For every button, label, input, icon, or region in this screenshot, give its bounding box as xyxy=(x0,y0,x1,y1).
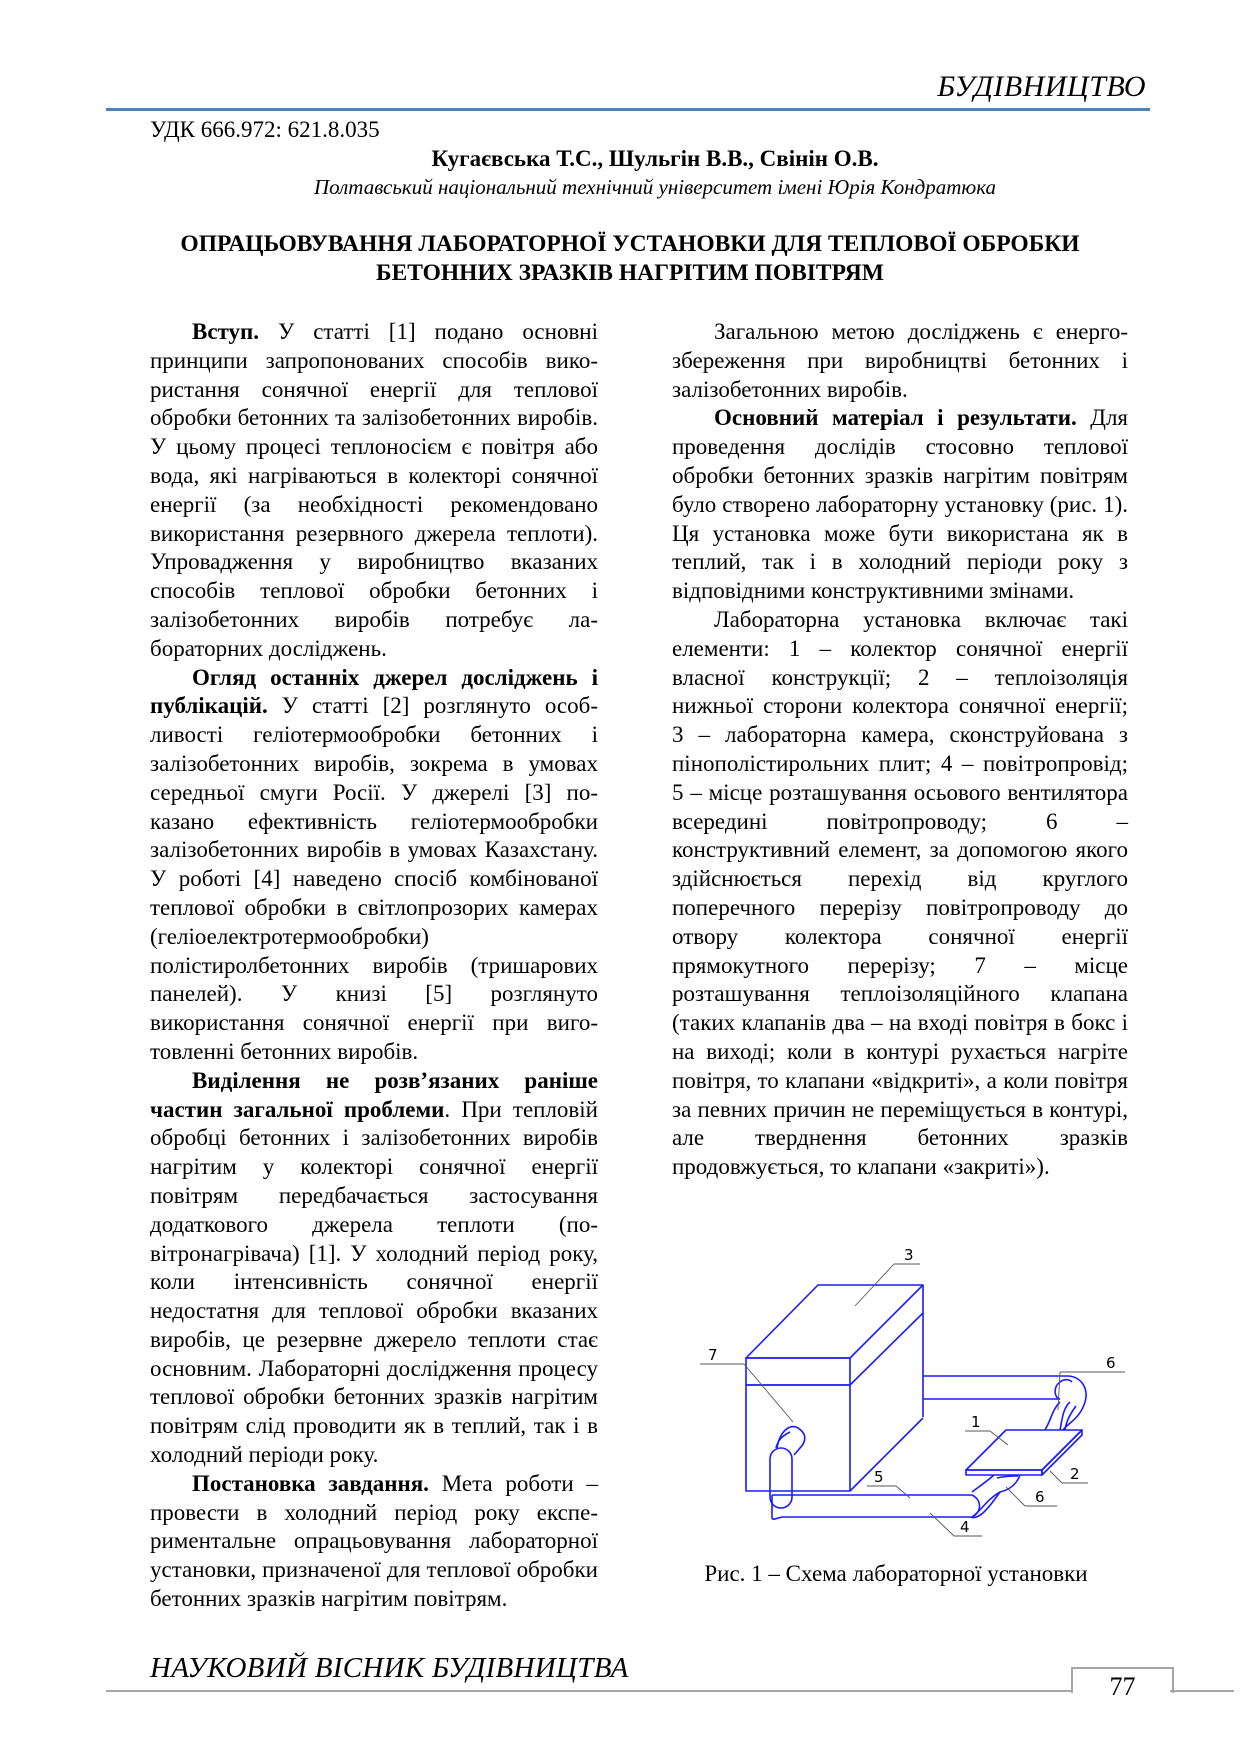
label-6-lower: 6 xyxy=(1035,1488,1045,1506)
heading-problem-statement: Постановка завдання. xyxy=(192,1470,429,1496)
chamber-box xyxy=(746,1285,923,1491)
paragraph-general-goal: Загальною метою досліджень є енергозбереження при виробництві бетонних і залізобетонних виробів. xyxy=(672,319,1128,402)
right-column xyxy=(672,318,1128,1182)
lower-duct xyxy=(772,1492,1000,1519)
figure-lab-setup-diagram xyxy=(660,1230,1140,1540)
solar-collector xyxy=(966,1430,1082,1475)
page-number: 77 xyxy=(1109,1672,1136,1701)
label-7: 7 xyxy=(708,1346,718,1364)
footer-rule-right xyxy=(1170,1690,1234,1692)
heading-introduction: Вступ. xyxy=(192,319,260,344)
heading-unsolved-problems: Виділення не розв’язаних раніше частин загальної проблеми xyxy=(150,1067,598,1122)
authors: Кугаєвська Т.С., Шульгін В.В., Свінін О.В. xyxy=(431,146,879,171)
label-5: 5 xyxy=(874,1468,884,1486)
header-rule xyxy=(106,108,1150,111)
footer-rule xyxy=(106,1690,1072,1692)
title-line-2: БЕТОННИХ ЗРАЗКІВ НАГРІТИМ ПОВІТРЯМ xyxy=(376,260,884,286)
lab-setup-schematic xyxy=(660,1230,1140,1540)
heading-main-material: Основний матеріал і результати. xyxy=(714,405,1077,431)
heading-literature-review: Огляд останніх джерел досліджень і публікацій. xyxy=(150,664,598,719)
paragraph-introduction: Вступ. У статті [1] подано основні принципи запропонованих способів використання сонячної енергії для теплової обробки бетонних та залізобетонних виробів. У цьому процесі теплоносієм є повітря або вода, які нагріваються в колекторі сонячної енергії (за необхідності рекомендовано використання резервного джерела теплоти). Упровадження у виробництво вказаних способів теплової обробки бетонних і залізобетонних виробів потребує лабораторних досліджень. xyxy=(150,319,598,661)
title-line-1: ОПРАЦЬОВУВАННЯ ЛАБОРАТОРНОЇ УСТАНОВКИ ДЛЯ ТЕПЛОВОЇ ОБРОБКИ xyxy=(180,231,1080,257)
figure-caption: Рис. 1 – Схема лабораторної установки xyxy=(704,1561,1088,1586)
label-2: 2 xyxy=(1070,1465,1080,1483)
label-6-upper: 6 xyxy=(1106,1354,1116,1372)
affiliation: Полтавський національний технічний університет імені Юрія Кондратюка xyxy=(313,175,997,199)
paragraph-unsolved-problems: Виділення не розв’язаних раніше частин загальної проблеми. При тепловій обробці бетонних і залізобетонних виробів нагрітим у колекторі сонячної енергії повітрям передбачається застосування додаткового джерела теплоти (повітронагрівача) [1]. У холодний період року, коли інтенсивність сонячної енергії недостатня для теплової обробки вказаних виробів, це резервне джерело теплоти стає основним. Лабораторні дослідження процесу теплової обробки бетонних зразків нагрітим повітрям слід проводити як в теплий, так і в холодний періоди року. xyxy=(150,1067,598,1468)
left-column xyxy=(150,318,598,1614)
label-4: 4 xyxy=(960,1518,970,1536)
label-3: 3 xyxy=(904,1246,914,1264)
paragraph-literature-review: Огляд останніх джерел досліджень і публікацій. У статті [2] розглянуто особливості геліотермообробки бетонних і залізобетонних виробів, зокрема в умовах середньої смуги Росії. У джерелі [3] показано ефективність геліотермообробки залізобетонних виробів в умовах Казахстану. У роботі [4] наведено спосіб комбінованої теплової обробки в світлопрозорих камерах (геліоелектротермообробки) полістиролбетонних виробів (тришарових панелей). У книзі [5] розглянуто використання сонячної енергії при виготовленні бетонних виробів. xyxy=(150,664,598,1064)
udc-code: УДК 666.972: 621.8.035 xyxy=(150,117,380,142)
label-1: 1 xyxy=(971,1413,981,1431)
running-head-section: БУДІВНИЦТВО xyxy=(937,70,1146,103)
paragraph-problem-statement: Постановка завдання. Мета роботи – провести в холодний період року експериментальне опрацьовування лабораторної установки, призначеної для теплової обробки бетонних зразків нагрітим повітрям. xyxy=(150,1470,599,1612)
upper-duct xyxy=(923,1376,1086,1430)
article-title xyxy=(130,230,1130,288)
paragraph-setup-elements: Лабораторна установка включає такі елементи: 1 – колектор сонячної енергії власної конструкції; 2 – теплоізоляція нижньої сторони колектора сонячної енергії; 3 – лабораторна камера, сконструйована з пінополістирольних плит; 4 – повітропровід; 5 – місце розташування осьового вентилятора всередині повітропроводу; 6 – конструктивний елемент, за допомогою якого здійснюється перехід від круглого поперечного перерізу повітропроводу до отвору колектора сонячної енергії прямокутного перерізу; 7 – місце розташування теплоізоляційного клапана (таких клапанів два – на вході повітря в бокс і на виході; коли в контурі рухається нагріте повітря, то клапани «відкриті», а коли повітря за певних причин не переміщується в контурі, але тверднення бетонних зразків продовжується, то клапани «закриті»). xyxy=(672,606,1128,1180)
paragraph-main-material: Основний матеріал і результати. Для проведення дослідів стосовно теплової обробки бетонних зразків нагрітим повітрям було створено лабораторну установку (рис. 1). Ця установка може бути використана як в теплий, так і в холодний періоди року з відповідними конструктивними змінами. xyxy=(672,405,1129,604)
journal-name: НАУКОВИЙ ВІСНИК БУДІВНИЦТВА xyxy=(150,1652,629,1684)
